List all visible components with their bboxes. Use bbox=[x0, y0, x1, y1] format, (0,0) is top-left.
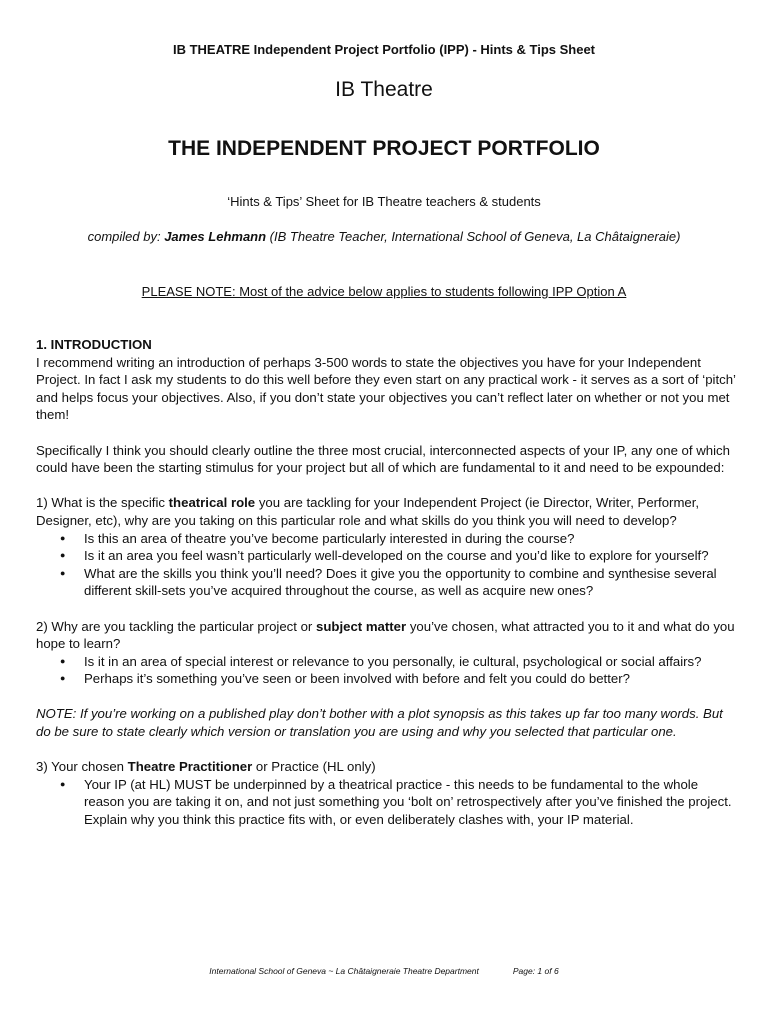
list-item: ● Is it an area you feel wasn’t particularly well-developed on the course and you’d like to explore for yourself? bbox=[84, 547, 736, 565]
q2-bold: subject matter bbox=[316, 618, 407, 634]
document-title: IB Theatre bbox=[335, 78, 433, 101]
q3-bullet-list bbox=[36, 776, 736, 829]
section-heading-introduction: 1. INTRODUCTION bbox=[36, 337, 152, 352]
compiled-by bbox=[0, 229, 768, 244]
q2-bullet-list bbox=[36, 653, 736, 688]
page-header: IB THEATRE Independent Project Portfolio (IPP) - Hints & Tips Sheet bbox=[172, 42, 596, 57]
q3-pre: 3) Your chosen bbox=[36, 759, 128, 775]
page-footer bbox=[0, 966, 768, 976]
page-number: Page: 1 of 6 bbox=[512, 966, 559, 976]
author-name: James Lehmann bbox=[164, 229, 267, 244]
compiled-suffix: (IB Theatre Teacher, International School of Geneva, La Châtaigneraie) bbox=[266, 229, 681, 244]
intro-paragraph: I recommend writing an introduction of perhaps 3-500 words to state the objectives you have for your Independent Project. In fact I ask my students to do this well before they even start on any practical work - it serves as a sort of ‘pitch’ and helps focus your objectives. Also, if you don’t state your objectives you can’t reflect later on whether or not you met them! bbox=[36, 354, 736, 423]
question-2 bbox=[36, 618, 736, 653]
list-item: ● What are the skills you think you’ll need? Does it give you the opportunity to combine and synthesise several different skill-sets you’ve acquired throughout the course, as well as acquire new ones? bbox=[84, 565, 736, 600]
please-note: PLEASE NOTE: Most of the advice below applies to students following IPP Option A bbox=[141, 284, 627, 299]
list-item: ● Perhaps it’s something you’ve seen or been involved with before and felt you could do better? bbox=[84, 670, 736, 688]
q1-post: you are tackling for your Independent Project (ie Director, Writer, Performer, Designer, etc), why are you taking on this particular role and what skills do you think you will need to develop? bbox=[36, 495, 700, 528]
list-item: ● Is this an area of theatre you’ve become particularly interested in during the course? bbox=[84, 530, 736, 548]
q1-bullet-list bbox=[36, 530, 736, 600]
document-subtitle: THE INDEPENDENT PROJECT PORTFOLIO bbox=[168, 137, 600, 160]
q2-post: you’ve chosen, what attracted you to it and what do you hope to learn? bbox=[36, 618, 735, 652]
specifically-paragraph: Specifically I think you should clearly outline the three most crucial, interconnected aspects of your IP, any one of which could have been the starting stimulus for your project but all of which are fundamental to it and need to be expounded: bbox=[36, 442, 730, 476]
footer-school: International School of Geneva ~ La Châtaigneraie Theatre Department bbox=[209, 966, 479, 976]
q3-post: or Practice (HL only) bbox=[252, 759, 376, 775]
note-paragraph: NOTE: If you’re working on a published play don’t bother with a plot synopsis as this takes up far too many words. But do be sure to state clearly which version or translation you are using and why you selected that particular one. bbox=[36, 706, 723, 740]
list-item: ● Your IP (at HL) MUST be underpinned by a theatrical practice - this needs to be fundamental to the whole reason you are taking it on, and not just something you ‘bolt on’ retrospectively after you’ve finished the project. Explain why you think this practice fits with, or even deliberately clashes with, your IP material. bbox=[84, 776, 736, 829]
question-1 bbox=[36, 494, 736, 529]
q1-pre: 1) What is the specific bbox=[36, 495, 169, 511]
compiled-prefix: compiled by: bbox=[87, 229, 165, 244]
hints-line: ‘Hints & Tips’ Sheet for IB Theatre teachers & students bbox=[227, 194, 541, 209]
q1-bold: theatrical role bbox=[168, 495, 256, 511]
q2-pre: 2) Why are you tackling the particular project or bbox=[36, 618, 316, 634]
q3-bold: Theatre Practitioner bbox=[127, 759, 253, 775]
question-3 bbox=[36, 758, 736, 776]
list-item: ● Is it in an area of special interest or relevance to you personally, ie cultural, psychological or social affairs? bbox=[84, 653, 736, 671]
document-body bbox=[36, 336, 736, 829]
